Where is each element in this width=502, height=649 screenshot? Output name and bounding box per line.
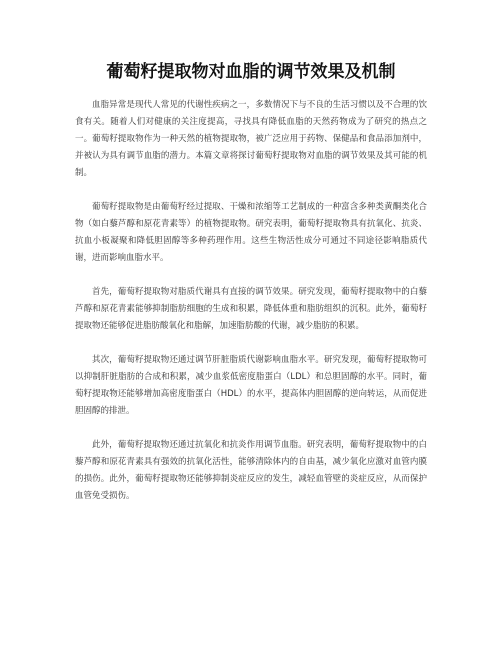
paragraph-antioxidant: 此外，葡萄籽提取物还通过抗氧化和抗炎作用调节血脂。研究表明，葡萄籽提取物中的白藜芦醇和原花青素具有强效的抗氧化活性，能够清除体内的自由基，减少氧化应激对血管内膜的损伤。此外，葡萄籽提取物还能够抑制炎症反应的发生，减轻血管壁的炎症反应，从而保护血管免受损伤。 (75, 440, 427, 501)
document-title: 葡萄籽提取物对血脂的调节效果及机制 (106, 62, 396, 82)
paragraph-intro: 血脂异常是现代人常见的代谢性疾病之一，多数情况下与不良的生活习惯以及不合理的饮食有关。随着人们对健康的关注度提高，寻找具有降低血脂的天然药物成为了研究的热点之一。葡萄籽提取物作为一种天然的植物提取物，被广泛应用于药物、保健品和食品添加剂中，并被认为具有调节血脂的潜力。本篇文章将探讨葡萄籽提取物对血脂的调节效果及其可能的机制。 (75, 100, 427, 178)
paragraph-definition: 葡萄籽提取物是由葡萄籽经过提取、干燥和浓缩等工艺制成的一种富含多种类黄酮类化合物（如白藜芦醇和原花青素等）的植物提取物。研究表明，葡萄籽提取物具有抗氧化、抗炎、抗血小板凝聚和降低胆固醇等多种药理作用。这些生物活性成分可通过不同途径影响脂质代谢，进而影响血脂水平。 (75, 202, 427, 263)
paragraph-lipid-metabolism: 首先，葡萄籽提取物对脂质代谢具有直接的调节效果。研究发现，葡萄籽提取物中的白藜芦醇和原花青素能够抑制脂肪细胞的生成和积累，降低体重和脂肪组织的沉积。此外，葡萄籽提取物还能够促进脂肪酸氧化和脂解，加速脂肪酸的代谢，减少脂肪的积累。 (75, 287, 427, 331)
document-body (75, 97, 427, 522)
paragraph-liver-regulation: 其次，葡萄籽提取物还通过调节肝脏脂质代谢影响血脂水平。研究发现，葡萄籽提取物可以抑制肝脏脂肪的合成和积累，减少血浆低密度脂蛋白（LDL）和总胆固醇的水平。同时，葡萄籽提取物还能够增加高密度脂蛋白（HDL）的水平，提高体内胆固醇的逆向转运，从而促进胆固醇的排泄。 (75, 355, 427, 416)
